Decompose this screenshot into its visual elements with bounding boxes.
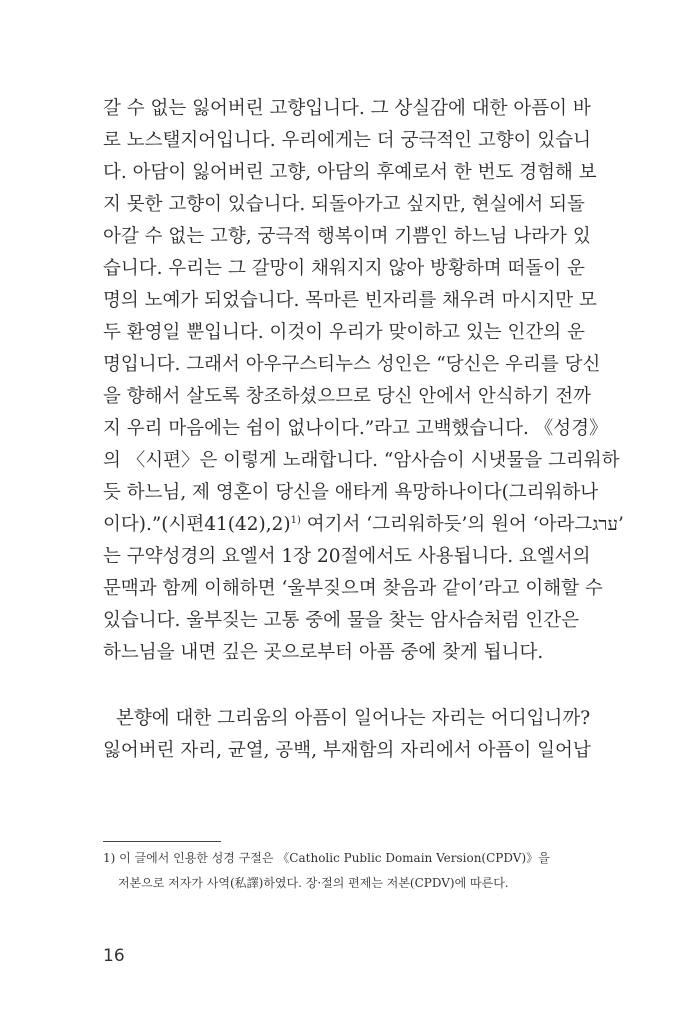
footnote-divider [103, 841, 221, 842]
text-line: 본향에 대한 그리움의 아픔이 일어나는 자리는 어디입니까? [116, 708, 591, 729]
footnote-reference: 1) [290, 515, 301, 526]
text-line: 듯 하느님, 제 영혼이 당신을 애타게 욕망하나이다(그리워하나 [103, 482, 599, 503]
text-line: 을 향해서 살도록 창조하셨으므로 당신 안에서 안식하기 전까 [103, 386, 591, 407]
text-fragment: 이다).”(시편41(42),2) [103, 514, 291, 535]
text-line: 명입니다. 그래서 아우구스티누스 성인은 “당신은 우리를 당신 [103, 354, 601, 375]
text-line: 하느님을 내면 깊은 곳으로부터 아픔 중에 찾게 됩니다. [103, 642, 544, 663]
text-line-with-footnote-ref [103, 512, 624, 538]
footnote-line: 저본으로 저자가 사역(私譯)하였다. 장·절의 편제는 저본(CPDV)에 따른다. [118, 876, 509, 890]
page-number: 16 [103, 946, 125, 966]
text-line: 갈 수 없는 잃어버린 고향입니다. 그 상실감에 대한 아픔이 바 [103, 98, 591, 119]
text-line: 문맥과 함께 이해하면 ‘울부짖으며 찾음과 같이’라고 이해할 수 [103, 578, 603, 599]
footnote-line: 1) 이 글에서 인용한 성경 구절은 《Catholic Public Domain Version(CPDV)》을 [103, 851, 550, 865]
text-line: 는 구약성경의 요엘서 1장 20절에서도 사용됩니다. 요엘서의 [103, 546, 591, 567]
text-line: 잃어버린 자리, 균열, 공백, 부재함의 자리에서 아픔이 일어납 [103, 740, 591, 761]
text-line: 다. 아담이 잃어버린 고향, 아담의 후예로서 한 번도 경험해 보 [103, 162, 597, 183]
text-fragment: 여기서 ‘그리워하듯’의 원어 ‘아라그ערג’ [300, 514, 624, 535]
text-line: 아갈 수 없는 고향, 궁극적 행복이며 기쁨인 하느님 나라가 있 [103, 226, 591, 247]
text-line: 있습니다. 울부짖는 고통 중에 물을 찾는 암사슴처럼 인간은 [103, 610, 579, 631]
text-line: 의 〈시편〉은 이렇게 노래합니다. “암사슴이 시냇물을 그리워하 [103, 450, 620, 471]
text-line: 명의 노예가 되었습니다. 목마른 빈자리를 채우려 마시지만 모 [103, 290, 597, 311]
text-line: 습니다. 우리는 그 갈망이 채워지지 않아 방황하며 떠돌이 운 [103, 258, 585, 279]
text-line: 로 노스탤지어입니다. 우리에게는 더 궁극적인 고향이 있습니 [103, 130, 591, 151]
text-line: 두 환영일 뿐입니다. 이것이 우리가 맞이하고 있는 인간의 운 [103, 322, 585, 343]
text-line: 지 우리 마음에는 쉼이 없나이다.”라고 고백했습니다. 《성경》 [103, 418, 608, 439]
text-line: 지 못한 고향이 있습니다. 되돌아가고 싶지만, 현실에서 되돌 [103, 194, 585, 215]
